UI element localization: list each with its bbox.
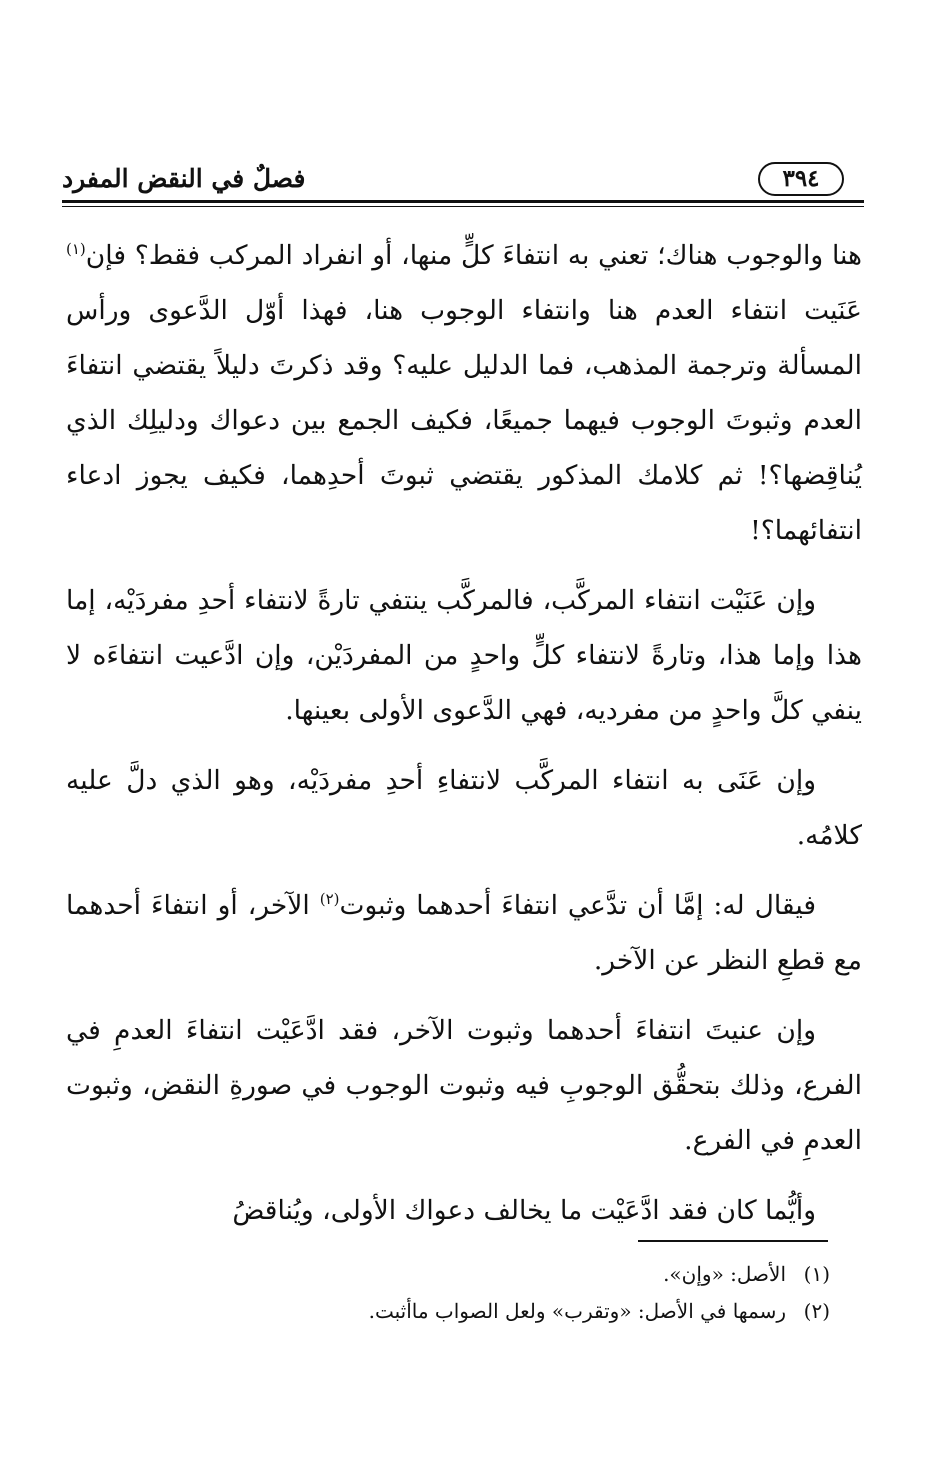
paragraph-text: وإن عَنَى به انتفاء المركَّب لانتفاءِ أحدِ مفردَيْه، وهو الذي دلَّ عليه كلامُه. — [66, 765, 862, 851]
footnote-text: الأصل: «وإن». — [663, 1262, 786, 1286]
footnote-number: (١) — [803, 1262, 830, 1286]
footnote — [100, 1256, 830, 1293]
paragraph-text: فيقال له: إمَّا أن تدَّعي انتفاءَ أحدهما وثبوت — [339, 890, 816, 921]
paragraph-text: وإن عنيتَ انتفاءَ أحدهما وثبوت الآخر، فقد ادَّعَيْت انتفاءَ العدمِ في الفرع، وذلك بتحقُّق الوجوبِ فيه وثبوت الوجوب في صورةِ النقض، وثبوت العدمِ في الفرع. — [66, 1015, 862, 1156]
header-rule-thin — [62, 206, 864, 207]
footnote-ref: (١) — [66, 240, 86, 259]
paragraph — [66, 573, 862, 738]
paragraph — [66, 878, 862, 988]
paragraph — [66, 753, 862, 863]
paragraph-text: عَنَيت انتفاء العدم هنا وانتفاء الوجوب هنا، فهذا أوّل الدَّعوى ورأس المسألة وترجمة المذهب، فما الدليل عليه؟ وقد ذكرتَ دليلاً يقتضي انتفاءَ العدم وثبوتَ الوجوب فيهما جميعًا، فكيف الجمع بين دعواك ودليلِك الذي يُناقِضها؟! ثم كلامك المذكور يقتضي ثبوتَ أحدِهما، فكيف يجوز ادعاء انتفائهما؟! — [66, 295, 862, 546]
footnote-separator — [638, 1240, 828, 1242]
footnote-ref: (٢) — [319, 890, 340, 909]
page-number: ٣٩٤ — [758, 162, 844, 196]
footnote — [100, 1293, 830, 1330]
paragraph-text: وإن عَنَيْت انتفاء المركَّب، فالمركَّب ينتفي تارةً لانتفاء أحدِ مفردَيْه، إما هذا وإما هذا، وتارةً لانتفاء كلٍّ واحدٍ من المفردَيْن، وإن ادَّعيت انتفاءَه لا ينفي كلَّ واحدٍ من مفرديه، فهي الدَّعوى الأولى بعينها. — [66, 585, 862, 726]
footnote-number: (٢) — [803, 1299, 830, 1323]
body-text — [66, 228, 862, 1253]
footnote-text: رسمها في الأصل: «وتقرب» ولعل الصواب ماأثبت. — [368, 1299, 786, 1323]
chapter-title: فصلٌ في النقض المفرد — [62, 164, 306, 193]
header-rule-thick — [62, 200, 864, 203]
paragraph-text: وأيُّما كان فقد ادَّعَيْت ما يخالف دعواك الأولى، ويُناقضُ — [232, 1195, 816, 1226]
paragraph-text: الآخر، أو انتفاءَ أحدهما مع قطعِ النظر عن الآخر. — [66, 890, 862, 976]
paragraph-text: هنا والوجوب هناك؛ تعني به انتفاءَ كلٍّ منها، أو انفراد المركب فقط؟ فإن — [85, 240, 862, 271]
paragraph — [66, 1183, 862, 1238]
paragraph — [66, 1003, 862, 1168]
running-header — [62, 160, 844, 204]
paragraph — [66, 228, 862, 558]
footnotes — [100, 1256, 830, 1330]
